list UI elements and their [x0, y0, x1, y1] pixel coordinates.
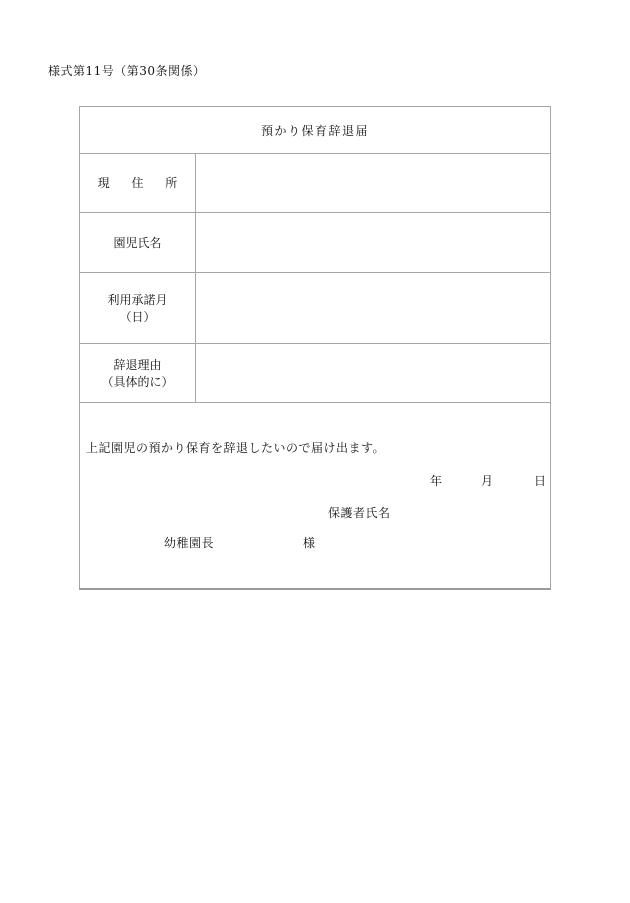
reason-label: 辞退理由 [113, 357, 162, 372]
reason-label-cell [80, 344, 196, 403]
reason-sublabel: （具体的に） [101, 374, 174, 389]
approved-month-sublabel: （日） [119, 309, 156, 324]
principal-label: 幼稚園長 [164, 536, 215, 550]
declaration-section [80, 402, 550, 588]
guardian-name-label: 保護者氏名 [328, 506, 391, 520]
approved-month-label: 利用承諾月 [107, 292, 168, 307]
address-label: 現 住 所 [97, 176, 187, 190]
address-label-cell [80, 154, 196, 213]
child-name-label: 園児氏名 [113, 235, 162, 250]
date-month-label: 月 [481, 474, 494, 488]
reason-row [80, 343, 550, 403]
approved-month-label-cell [80, 273, 196, 344]
form-title-row [80, 107, 550, 153]
date-day-label: 日 [534, 474, 547, 488]
address-field[interactable] [195, 154, 550, 213]
child-name-field[interactable] [195, 213, 550, 273]
address-row [80, 153, 550, 213]
form-title: 預かり保育辞退届 [260, 123, 369, 138]
form-number: 様式第11号（第30条関係） [48, 64, 206, 78]
child-name-label-cell [80, 213, 196, 273]
approved-month-field[interactable] [195, 273, 550, 344]
approved-month-row [80, 272, 550, 344]
honorific: 様 [303, 536, 316, 550]
declaration-text: 上記園児の預かり保育を辞退したいので届け出ます。 [86, 441, 386, 455]
withdrawal-form [79, 106, 551, 590]
reason-field[interactable] [195, 344, 550, 403]
date-year-label: 年 [430, 474, 443, 488]
child-name-row [80, 212, 550, 273]
